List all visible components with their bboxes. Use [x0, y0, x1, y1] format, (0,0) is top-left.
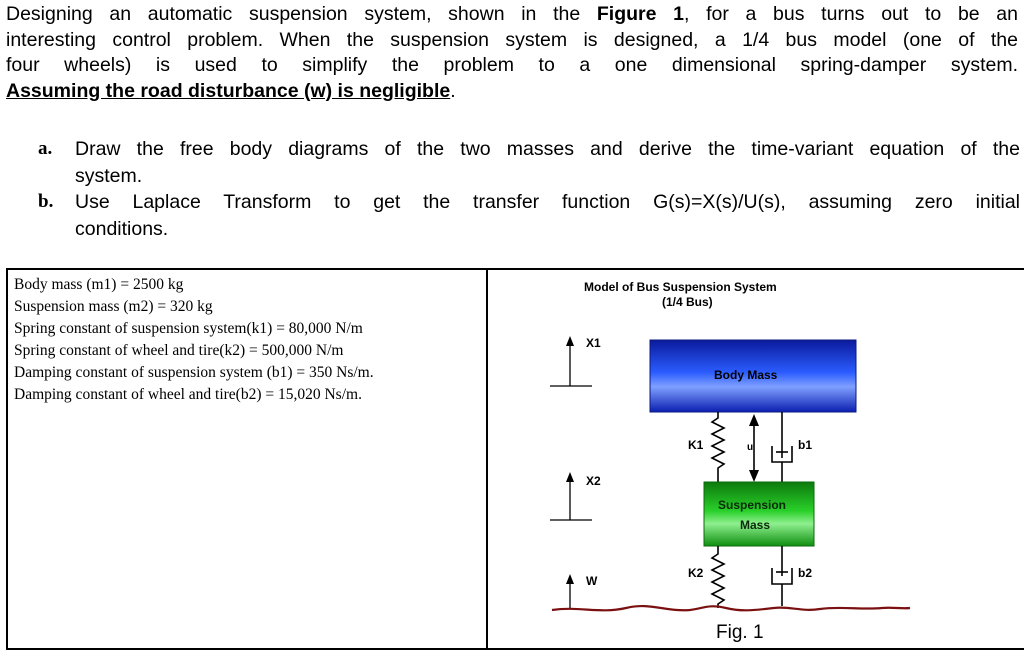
label-body-mass: Body Mass — [714, 368, 778, 382]
parameter-k2: Spring constant of wheel and tire(k2) = 500,000 N/m — [14, 342, 344, 359]
suspension-diagram — [490, 270, 1024, 648]
question-a — [38, 136, 1020, 189]
parameter-b1: Damping constant of suspension system (b1) = 350 Ns/m. — [14, 364, 374, 381]
arrow-up-icon — [566, 472, 574, 482]
figure-caption: Fig. 1 — [716, 622, 764, 643]
arrow-up-icon — [566, 336, 574, 346]
label-b2: b2 — [798, 566, 813, 580]
question-list — [38, 136, 1020, 242]
question-text: Draw the free body diagrams of the two masses and derive the time-variant equation of the — [75, 138, 1020, 160]
suspension-figure — [490, 270, 1024, 648]
label-k1: K1 — [688, 438, 704, 452]
arrow-up-icon — [566, 574, 574, 584]
spring-k1 — [712, 412, 724, 482]
label-x2: X2 — [586, 474, 601, 488]
parameter-suspension-mass: Suspension mass (m2) = 320 kg — [14, 298, 213, 315]
question-b — [38, 189, 1020, 242]
label-suspension-mass-2: Mass — [740, 518, 771, 532]
question-label: a. — [38, 138, 53, 159]
problem-statement — [6, 2, 1018, 104]
parameters-figure-table — [6, 268, 1024, 650]
intro-line-3: four wheels) is used to simplify the problem to a one dimensional spring-damper system. — [6, 54, 1018, 76]
question-text: conditions. — [75, 217, 169, 240]
label-x1: X1 — [586, 336, 601, 350]
question-text: Use Laplace Transform to get the transfer function G(s)=X(s)/U(s), assuming zero initial — [75, 191, 1020, 213]
assumption-text: Assuming the road disturbance (w) is negligible — [6, 79, 451, 102]
intro-line-1: Designing an automatic suspension system, shown in the Figure 1, for a bus turns out to be an — [6, 3, 1018, 25]
parameter-b2: Damping constant of wheel and tire(b2) = 15,020 Ns/m. — [14, 386, 362, 403]
label-suspension-mass: Suspension — [718, 498, 787, 512]
spring-k2 — [712, 546, 724, 608]
figure-reference: Figure 1 — [596, 3, 684, 25]
intro-line-2: interesting control problem. When the suspension system is designed, a 1/4 bus model (one of the — [6, 28, 1018, 51]
road-surface — [552, 606, 910, 610]
table-divider — [486, 270, 488, 648]
label-u: u — [747, 442, 754, 453]
parameter-list — [14, 274, 374, 406]
damper-b1 — [772, 412, 792, 482]
parameter-body-mass: Body mass (m1) = 2500 kg — [14, 276, 184, 293]
intro-line-4: Assuming the road disturbance (w) is negligible. — [6, 79, 456, 102]
question-text: system. — [75, 164, 143, 187]
parameter-k1: Spring constant of suspension system(k1) = 80,000 N/m — [14, 320, 363, 337]
figure-title: Model of Bus Suspension System — [584, 280, 777, 294]
label-w: W — [586, 574, 598, 588]
label-b1: b1 — [798, 438, 813, 452]
suspension-mass-block — [704, 482, 814, 546]
w-reference — [566, 574, 574, 608]
question-label: b. — [38, 191, 54, 212]
damper-b2 — [772, 546, 792, 606]
figure-subtitle: (1/4 Bus) — [662, 295, 713, 309]
label-k2: K2 — [688, 566, 704, 580]
